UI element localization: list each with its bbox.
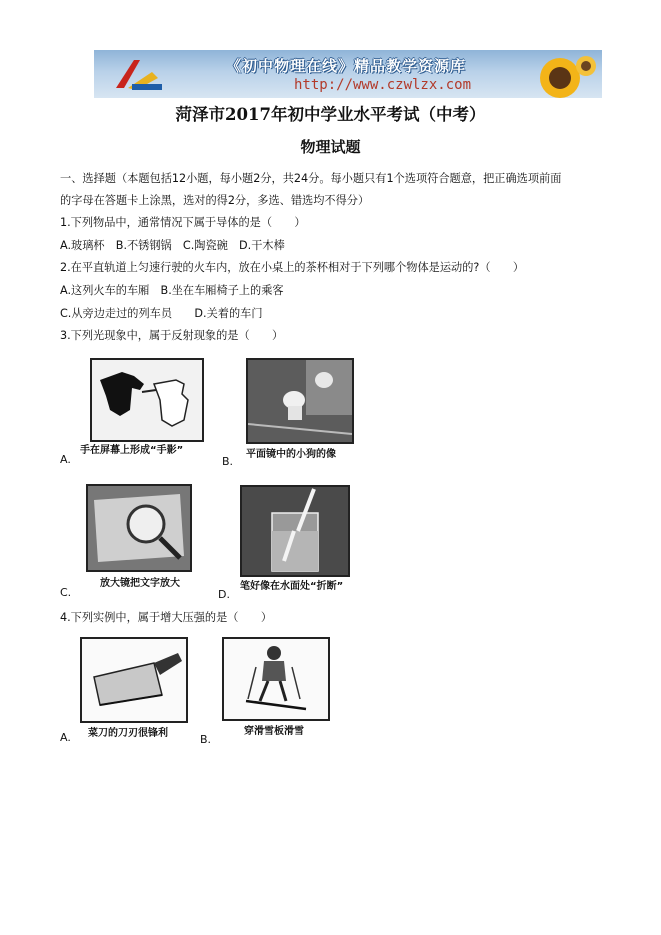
section-instructions-2: 的字母在答题卡上涂黑，选对的得2分，多选、错选均不得分）: [60, 194, 370, 207]
section-instructions-1: 一、选择题（本题包括12小题，每小题2分，共24分。每小题只有1个选项符合题意，把正确选项前面: [60, 172, 562, 185]
header-banner: [94, 50, 602, 98]
q2-options-ab: A.这列火车的车厢 B.坐在车厢椅子上的乘客: [60, 284, 284, 297]
logo-icon: [108, 54, 168, 94]
q3-figure-c: [86, 484, 192, 572]
q2-stem: 2.在平直轨道上匀速行驶的火车内，放在小桌上的茶杯相对于下列哪个物体是运动的?（ ）: [60, 261, 525, 274]
q3-stem: 3.下列光现象中，属于反射现象的是（ ）: [60, 329, 284, 342]
cleaver-illustration: [82, 639, 186, 721]
banner-url[interactable]: http://www.czwlzx.com: [294, 77, 472, 93]
q3-option-a[interactable]: A.: [60, 453, 71, 466]
banner-title: 《初中物理在线》精品教学资源库: [226, 57, 467, 75]
q3-option-b[interactable]: B.: [222, 455, 234, 468]
q4-caption-a: 菜刀的刀刃很锋利: [88, 728, 168, 739]
q4-caption-b: 穿滑雪板滑雪: [244, 726, 304, 737]
q4-stem: 4.下列实例中，属于增大压强的是（ ）: [60, 611, 273, 624]
q4-figure-b: [222, 637, 330, 721]
q3-option-d[interactable]: D.: [218, 588, 230, 601]
mirror-dog-illustration: [248, 360, 352, 442]
q4-option-a[interactable]: A.: [60, 731, 71, 744]
q3-caption-b: 平面镜中的小狗的像: [246, 449, 336, 460]
q3-figure-a: [90, 358, 204, 442]
q1-stem: 1.下列物品中，通常情况下属于导体的是（ ）: [60, 216, 306, 229]
q2-options-cd: C.从旁边走过的列车员 D.关着的车门: [60, 307, 263, 320]
q4-option-b[interactable]: B.: [200, 733, 212, 746]
q1-options: A.玻璃杯 B.不锈钢锅 C.陶瓷碗 D.干木棒: [60, 239, 285, 252]
q3-caption-d: 笔好像在水面处“折断”: [240, 581, 344, 592]
skier-illustration: [224, 639, 328, 719]
q3-option-c[interactable]: C.: [60, 586, 72, 599]
q3-figure-d: [240, 485, 350, 577]
q4-figure-a: [80, 637, 188, 723]
sunflower-icon: [524, 54, 596, 98]
hand-shadow-illustration: [92, 360, 202, 440]
q3-caption-c: 放大镜把文字放大: [100, 578, 180, 589]
exam-title: 菏泽市2017年初中学业水平考试（中考）: [175, 105, 486, 124]
exam-subject: 物理试题: [300, 138, 361, 156]
pencil-in-water-illustration: [242, 487, 348, 575]
q3-figure-b: [246, 358, 354, 444]
q3-caption-a: 手在屏幕上形成“手影”: [80, 445, 184, 456]
magnifier-illustration: [88, 486, 190, 570]
